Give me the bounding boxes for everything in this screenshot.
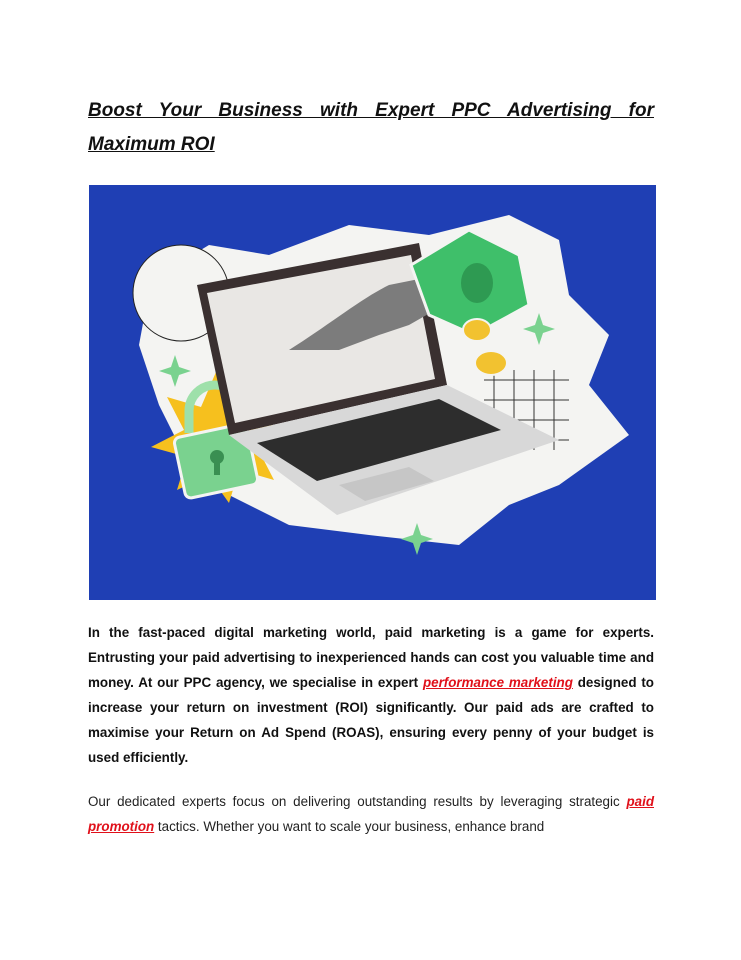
- page-title: Boost Your Business with Expert PPC Advertising for Maximum ROI: [88, 100, 654, 155]
- intro-paragraph: [88, 620, 654, 770]
- paragraph-text: In the fast-paced digital marketing world, paid marketing is a game for experts. Entrusting your paid advertising to inexperienced hands can cost you valuable time and money. At our PPC agency, we specialise in expert: [88, 625, 654, 690]
- paragraph-text: tactics. Whether you want to scale your business, enhance brand: [154, 819, 545, 834]
- hero-image: [89, 185, 656, 600]
- hero-illustration: [89, 185, 656, 600]
- second-paragraph: [88, 789, 654, 839]
- paragraph-text: designed to increase your return on investment (ROI) significantly. Our paid ads are crafted to maximise your Return on Ad Spend (ROAS), ensuring every penny of your budget is used efficiently.: [88, 675, 654, 765]
- performance-marketing-link[interactable]: performance marketing: [422, 675, 573, 690]
- paid-promotion-link[interactable]: paid promotion: [88, 794, 654, 834]
- paragraph-text: Our dedicated experts focus on delivering outstanding results by leveraging strategic: [88, 794, 627, 809]
